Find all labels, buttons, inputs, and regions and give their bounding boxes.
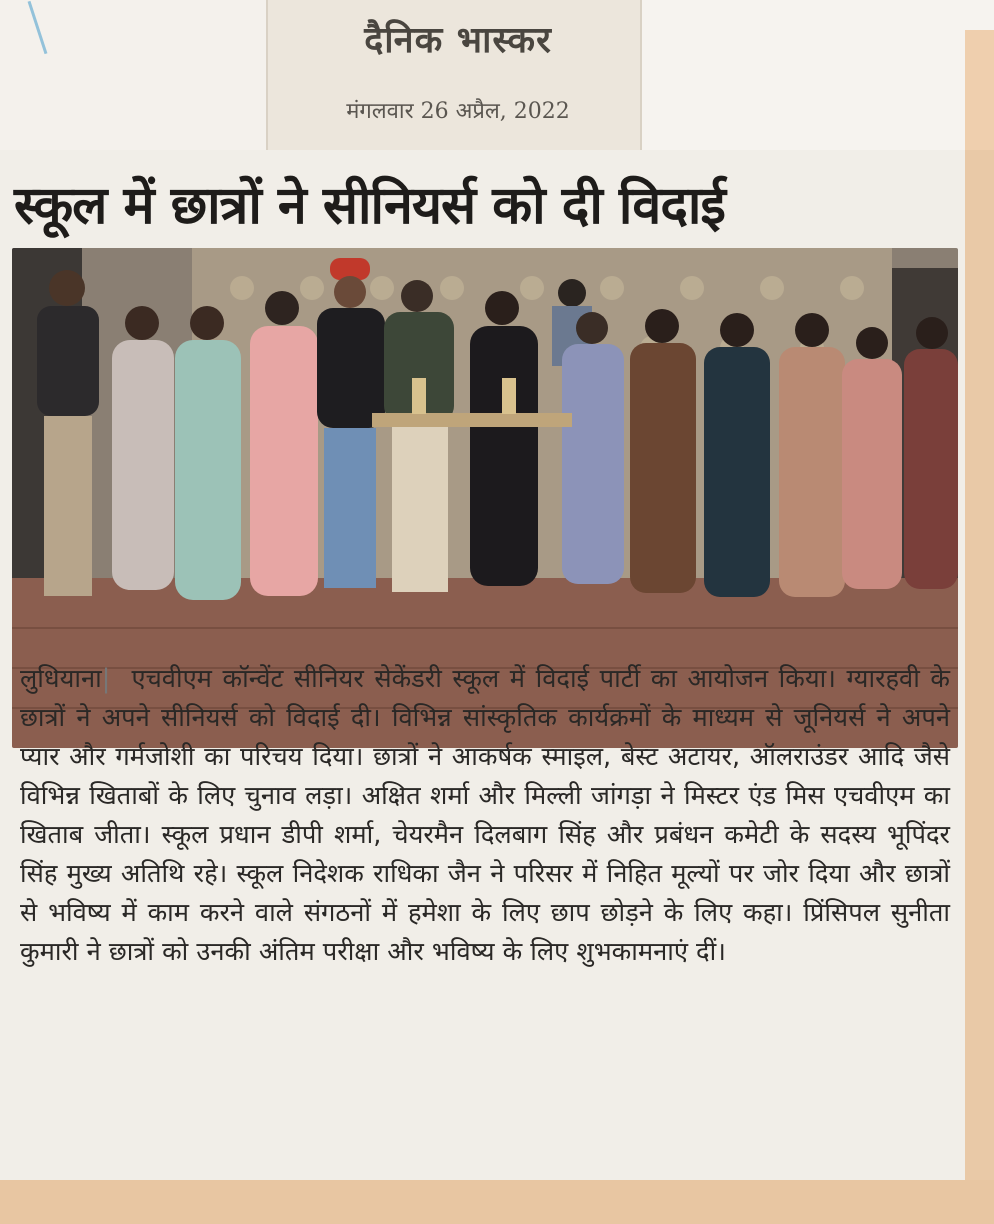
background-paper-right (640, 0, 994, 150)
article-body-text: एचवीएम कॉन्वेंट सीनियर सेकेंडरी स्कूल में विदाई पार्टी का आयोजन किया। ग्यारहवी के छात्रों ने अपने सीनियर्स को विदाई दी। विभिन्न सांस्कृतिक कार्यक्रमों के माध्यम से जूनियर्स ने अपने प्यार और गर्मजोशी का परिचय दिया। छात्रों ने आकर्षक स्माइल, बेस्ट अटायर, ऑलराउंडर आदि जैसे विभिन्न खिताबों के लिए चुनाव लड़ा। अक्षित शर्मा और मिल्ली जांगड़ा ने मिस्टर एंड मिस एचवीएम का खिताब जीता। स्कूल प्रधान डीपी शर्मा, चेयरमैन दिलबाग सिंह और प्रबंधन कमेटी के सदस्य भूपिंदर सिंह मुख्य अतिथि रहे। स्कूल निदेशक राधिका जैन ने परिसर में निहित मूल्यों पर जोर दिया और छात्रों से भविष्य में काम करने वाले संगठनों में हमेशा के लिए छाप छोड़ने के लिए कहा। प्रिंसिपल सुनीता कुमारी ने छात्रों को उनकी अंतिम परीक्षा और भविष्य के लिए शुभकामनाएं दीं। (20, 664, 950, 967)
background-card-right (965, 150, 994, 1224)
article-headline: स्कूल में छात्रों ने सीनियर्स को दी विदाई (14, 176, 725, 236)
article-body: लुधियाना| एचवीएम कॉन्वेंट सीनियर सेकेंडरी स्कूल में विदाई पार्टी का आयोजन किया। ग्यारहवी के छात्रों ने अपने सीनियर्स को विदाई दी। विभिन्न सांस्कृतिक कार्यक्रमों के माध्यम से जूनियर्स ने अपने प्यार और गर्मजोशी का परिचय दिया। छात्रों ने आकर्षक स्माइल, बेस्ट अटायर, ऑलराउंडर आदि जैसे विभिन्न खिताबों के लिए चुनाव लड़ा। अक्षित शर्मा और मिल्ली जांगड़ा ने मिस्टर एंड मिस एचवीएम का खिताब जीता। स्कूल प्रधान डीपी शर्मा, चेयरमैन दिलबाग सिंह और प्रबंधन कमेटी के सदस्य भूपिंदर सिंह मुख्य अतिथि रहे। स्कूल निदेशक राधिका जैन ने परिसर में निहित मूल्यों पर जोर दिया और छात्रों से भविष्य में काम करने वाले संगठनों में हमेशा के लिए छाप छोड़ने के लिए कहा। प्रिंसिपल सुनीता कुमारी ने छात्रों को उनकी अंतिम परीक्षा और भविष्य के लिए शुभकामनाएं दीं। (20, 664, 950, 967)
background-card-edge (965, 30, 994, 150)
newspaper-date: मंगलवार 26 अप्रैल, 2022 (346, 99, 570, 124)
background-card-bottom (0, 1180, 994, 1224)
article-clipping (0, 150, 965, 1180)
background-paper-left (0, 0, 270, 150)
newspaper-name: दैनिक भास्कर (364, 19, 552, 61)
article-dateline: लुधियाना (20, 664, 102, 694)
newspaper-masthead-clipping (268, 0, 640, 150)
